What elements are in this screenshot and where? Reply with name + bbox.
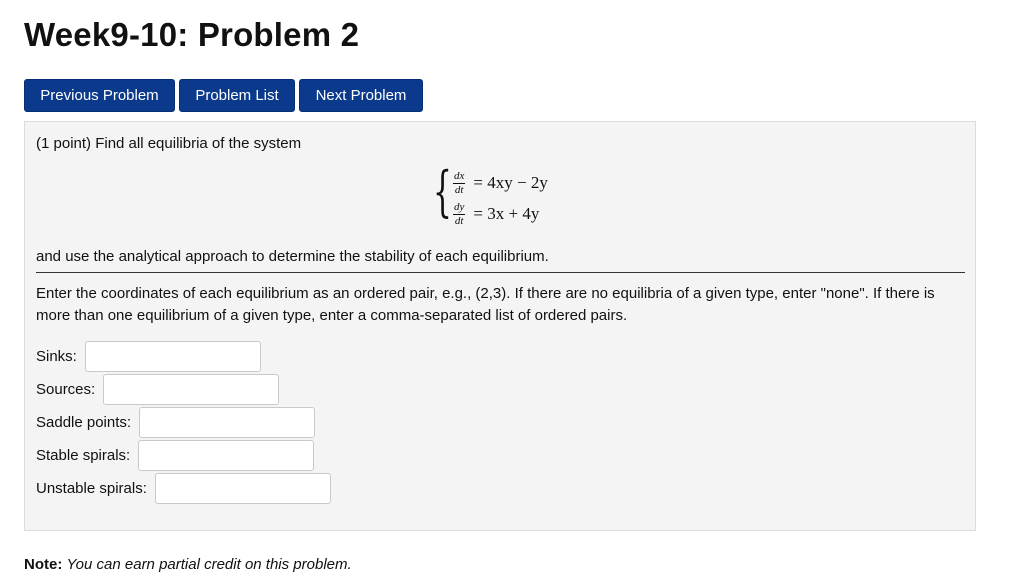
problem-box — [24, 121, 976, 531]
fraction-numerator: dy — [454, 200, 465, 213]
fraction-numerator: dx — [454, 169, 465, 182]
answer-instructions: Enter the coordinates of each equilibrium as an ordered pair, e.g., (2,3). If there are no equilibria of a given type, enter "none". If there is more than one equilibrium of a given type, enter a comma-separated list of ordered pairs. — [36, 285, 935, 324]
note-text: You can earn partial credit on this problem. — [66, 556, 352, 573]
unstable-spirals-input[interactable] — [155, 473, 331, 504]
partial-credit-note — [24, 556, 352, 573]
next-problem-button[interactable]: Next Problem — [299, 79, 423, 112]
divider — [36, 272, 965, 273]
derivative-fraction — [453, 202, 465, 227]
answer-row-sinks — [36, 341, 261, 372]
previous-problem-button[interactable]: Previous Problem — [24, 79, 175, 112]
stable-spirals-label: Stable spirals: — [36, 447, 131, 464]
stability-instruction: and use the analytical approach to determine the stability of each equilibrium. — [36, 248, 549, 265]
answer-row-unstable-spirals — [36, 473, 331, 504]
answer-row-stable-spirals — [36, 440, 314, 471]
problem-navigation — [24, 79, 423, 112]
fraction-denominator: dt — [454, 214, 464, 227]
sources-input[interactable] — [103, 374, 279, 405]
problem-list-button[interactable]: Problem List — [179, 79, 295, 112]
problem-intro: (1 point) Find all equilibria of the system — [36, 135, 302, 152]
unstable-spirals-label: Unstable spirals: — [36, 480, 147, 497]
equation-rhs: = 3x + 4y — [473, 204, 540, 223]
saddle-points-input[interactable] — [139, 407, 315, 438]
left-brace: { — [433, 160, 452, 223]
derivative-fraction — [453, 171, 465, 196]
page-title: Week9-10: Problem 2 — [24, 16, 360, 53]
sinks-label: Sinks: — [36, 348, 77, 365]
answer-row-sources — [36, 374, 279, 405]
equation-rhs: = 4xy − 2y — [473, 173, 548, 192]
equation-row-dx — [453, 169, 548, 197]
sources-label: Sources: — [36, 381, 96, 398]
note-label: Note: — [24, 556, 63, 573]
answer-row-saddle-points — [36, 407, 315, 438]
fraction-denominator: dt — [454, 183, 464, 196]
equation-system — [433, 160, 613, 232]
saddle-points-label: Saddle points: — [36, 414, 132, 431]
equation-row-dy — [453, 200, 539, 228]
stable-spirals-input[interactable] — [138, 440, 314, 471]
sinks-input[interactable] — [85, 341, 261, 372]
